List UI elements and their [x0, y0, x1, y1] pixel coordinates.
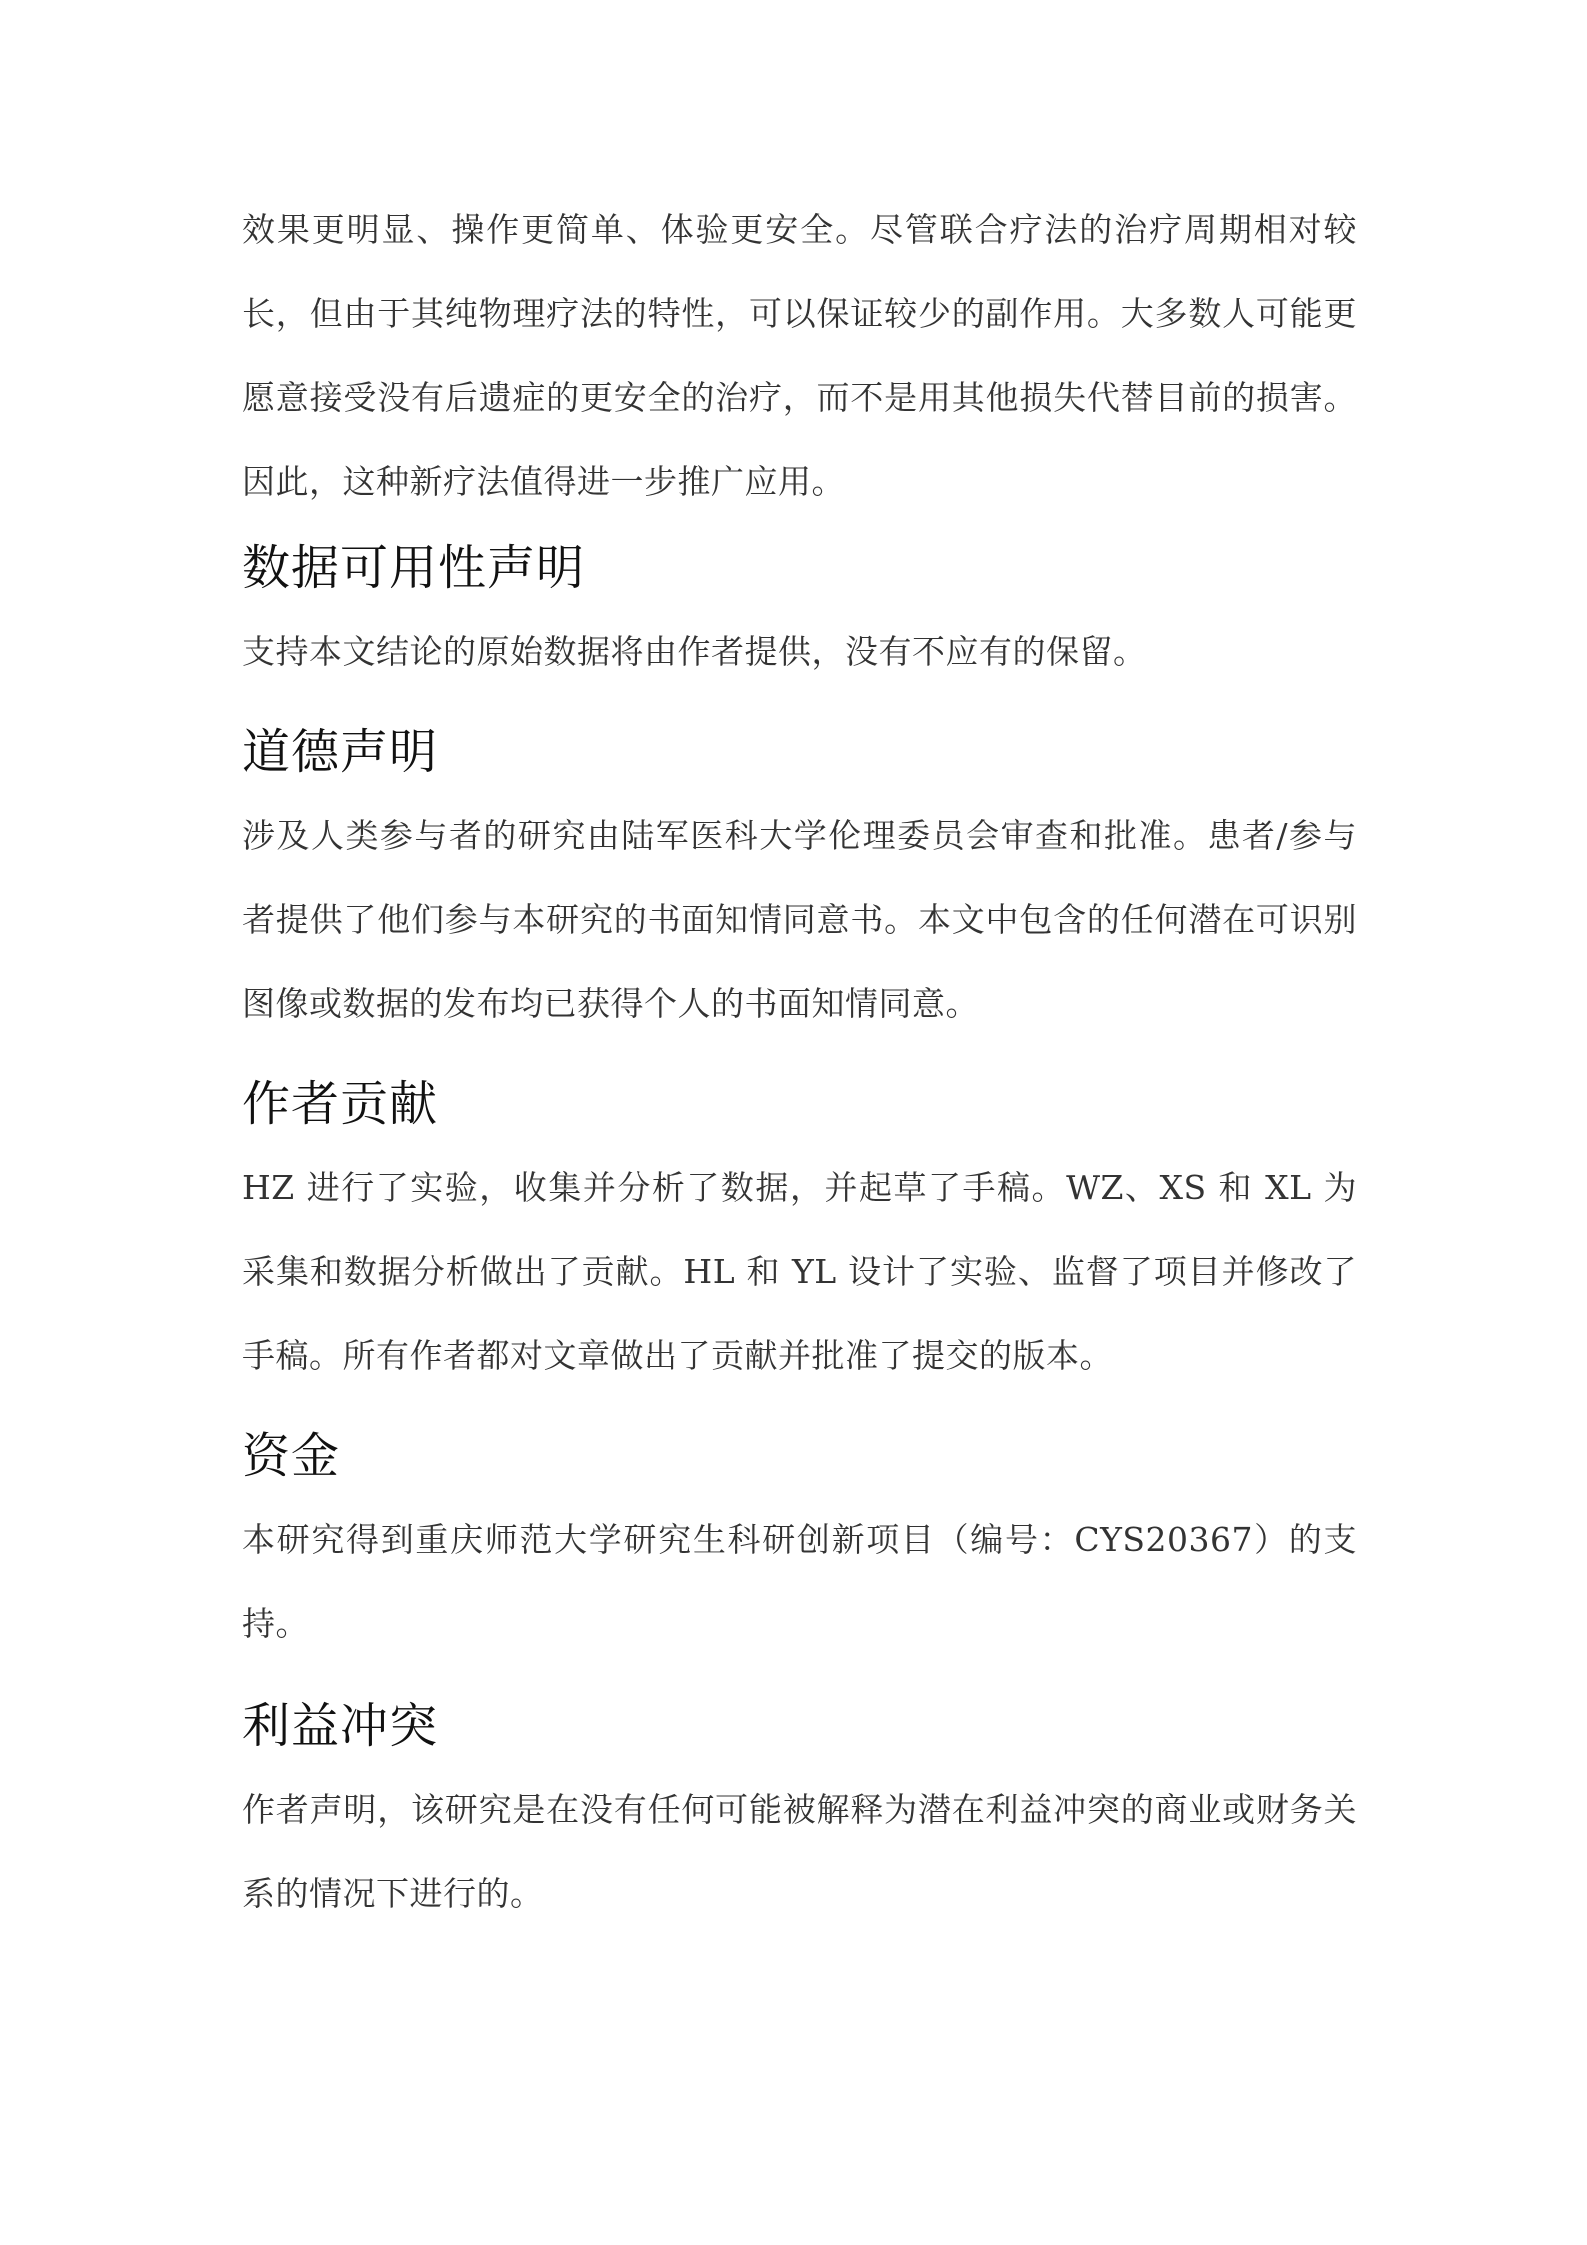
section-body-data-availability: 支持本文结论的原始数据将由作者提供，没有不应有的保留。 — [242, 632, 1147, 671]
section-heading-author-contributions: 作者贡献 — [242, 1076, 439, 1132]
document-content — [242, 188, 1357, 1936]
section-heading-data-availability: 数据可用性声明 — [242, 540, 586, 596]
section-heading-funding: 资金 — [242, 1428, 341, 1484]
section-heading-ethics: 道德声明 — [242, 724, 439, 780]
section-body-conflict-of-interest: 作者声明，该研究是在没有任何可能被解释为潜在利益冲突的商业或财务关系的情况下进行的。 — [242, 1790, 1357, 1913]
intro-paragraph: 效果更明显、操作更简单、体验更安全。尽管联合疗法的治疗周期相对较长，但由于其纯物理疗法的特性，可以保证较少的副作用。大多数人可能更愿意接受没有后遗症的更安全的治疗，而不是用其他损失代替目前的损害。因此，这种新疗法值得进一步推广应用。 — [242, 210, 1357, 501]
section-body-funding: 本研究得到重庆师范大学研究生科研创新项目（编号：CYS20367）的支持。 — [242, 1520, 1357, 1643]
section-heading-conflict-of-interest: 利益冲突 — [242, 1698, 439, 1754]
section-body-author-contributions: HZ 进行了实验，收集并分析了数据，并起草了手稿。WZ、XS 和 XL 为采集和数据分析做出了贡献。HL 和 YL 设计了实验、监督了项目并修改了手稿。所有作者都对文章做出了贡献并批准了提交的版本。 — [242, 1168, 1357, 1375]
section-body-ethics: 涉及人类参与者的研究由陆军医科大学伦理委员会审查和批准。患者/参与者提供了他们参与本研究的书面知情同意书。本文中包含的任何潜在可识别图像或数据的发布均已获得个人的书面知情同意。 — [242, 816, 1357, 1023]
